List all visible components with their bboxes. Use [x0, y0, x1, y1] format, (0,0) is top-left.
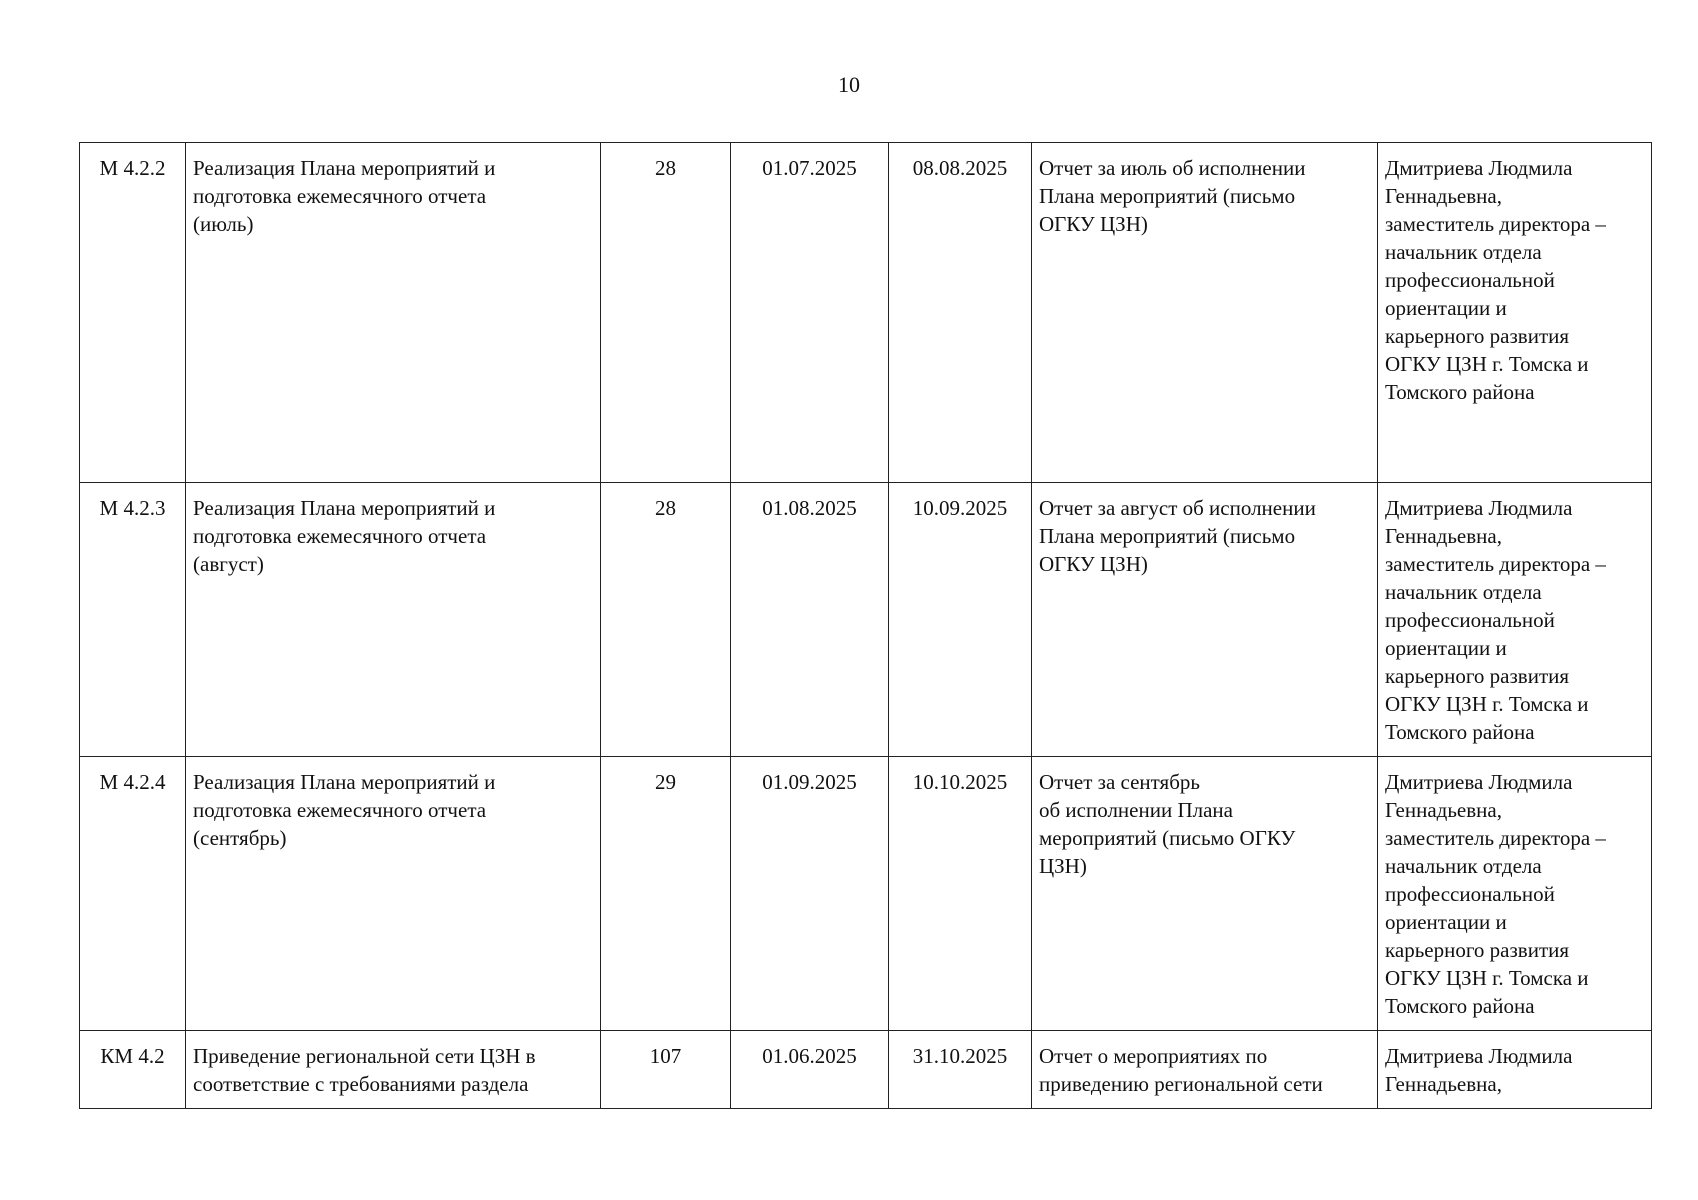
- row-duration: 28: [601, 483, 731, 757]
- row-responsible: Дмитриева Людмила Геннадьевна, заместитель директора – начальник отдела профессиональной ориентации и карьерного развития ОГКУ ЦЗН г. Томска и Томского района: [1378, 757, 1652, 1031]
- table-row: [80, 143, 1652, 483]
- row-responsible: Дмитриева Людмила Геннадьевна,: [1378, 1031, 1652, 1109]
- row-end-date: 08.08.2025: [889, 143, 1032, 483]
- table-row: [80, 757, 1652, 1031]
- plan-table: [79, 142, 1652, 1109]
- row-duration: 29: [601, 757, 731, 1031]
- row-result: Отчет за июль об исполнении Плана мероприятий (письмо ОГКУ ЦЗН): [1032, 143, 1378, 483]
- page-number: 10: [838, 72, 860, 97]
- row-result: Отчет за август об исполнении Плана мероприятий (письмо ОГКУ ЦЗН): [1032, 483, 1378, 757]
- row-end-date: 31.10.2025: [889, 1031, 1032, 1109]
- row-code: М 4.2.3: [80, 483, 186, 757]
- row-activity-name: Приведение региональной сети ЦЗН в соответствие с требованиями раздела: [186, 1031, 601, 1109]
- row-end-date: 10.10.2025: [889, 757, 1032, 1031]
- row-result: Отчет за сентябрь об исполнении Плана мероприятий (письмо ОГКУ ЦЗН): [1032, 757, 1378, 1031]
- row-duration: 28: [601, 143, 731, 483]
- row-code: КМ 4.2: [80, 1031, 186, 1109]
- row-code: М 4.2.4: [80, 757, 186, 1031]
- row-responsible: Дмитриева Людмила Геннадьевна, заместитель директора – начальник отдела профессиональной ориентации и карьерного развития ОГКУ ЦЗН г. Томска и Томского района: [1378, 483, 1652, 757]
- row-activity-name: Реализация Плана мероприятий и подготовка ежемесячного отчета (август): [186, 483, 601, 757]
- table-row: [80, 1031, 1652, 1109]
- row-responsible: Дмитриева Людмила Геннадьевна, заместитель директора – начальник отдела профессиональной ориентации и карьерного развития ОГКУ ЦЗН г. Томска и Томского района: [1378, 143, 1652, 483]
- row-start-date: 01.08.2025: [731, 483, 889, 757]
- row-activity-name: Реализация Плана мероприятий и подготовка ежемесячного отчета (сентябрь): [186, 757, 601, 1031]
- row-start-date: 01.07.2025: [731, 143, 889, 483]
- row-start-date: 01.09.2025: [731, 757, 889, 1031]
- row-result: Отчет о мероприятиях по приведению региональной сети: [1032, 1031, 1378, 1109]
- row-activity-name: Реализация Плана мероприятий и подготовка ежемесячного отчета (июль): [186, 143, 601, 483]
- row-start-date: 01.06.2025: [731, 1031, 889, 1109]
- table-row: [80, 483, 1652, 757]
- row-end-date: 10.09.2025: [889, 483, 1032, 757]
- row-duration: 107: [601, 1031, 731, 1109]
- row-code: М 4.2.2: [80, 143, 186, 483]
